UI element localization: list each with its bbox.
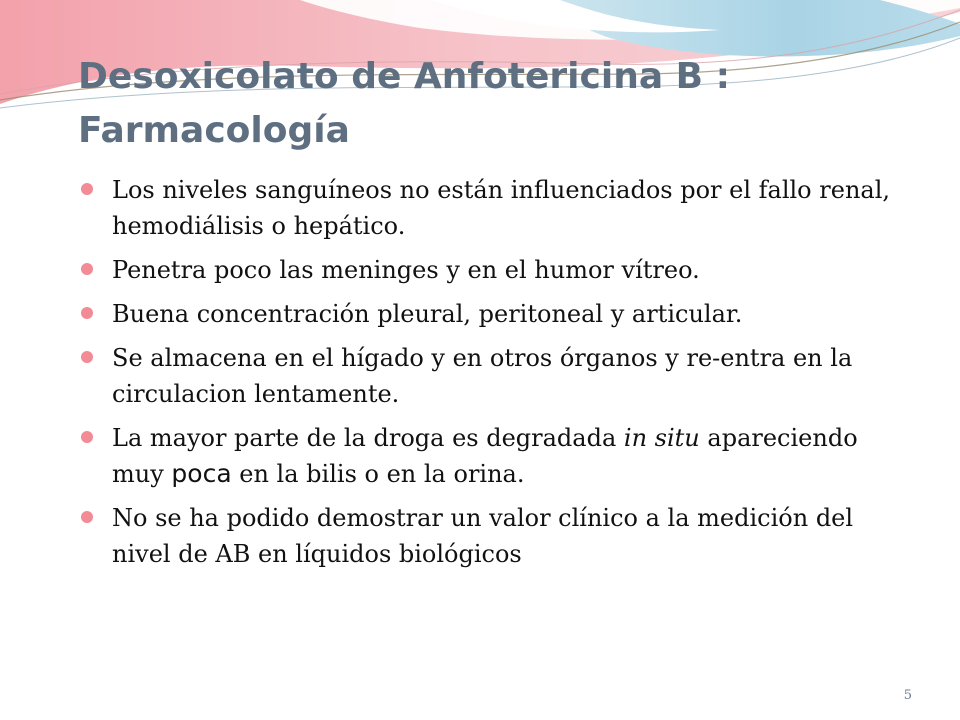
bullet-item-4 [78,340,908,412]
bullet-item-5 [78,420,908,492]
bullet-dot-icon [81,183,93,195]
bullet-text-emphasis: poca [171,459,232,488]
bullet-dot-icon [81,263,93,275]
bullet-text-part-3: en la bilis o en la orina. [231,460,525,488]
bullet-text-italic: in situ [623,424,700,452]
bullet-item-2 [78,252,908,288]
bullet-text-part-1: La mayor parte de la droga es degradada [112,424,624,452]
bullet-text: Los niveles sanguíneos no están influenciados por el fallo renal, hemodiálisis o hepático. [112,176,891,240]
bullet-dot-icon [81,351,93,363]
bullet-dot-icon [81,307,93,319]
bullet-dot-icon [81,431,93,443]
bullet-dot-icon [81,511,93,523]
slide-title [78,50,898,158]
bullet-text: Buena concentración pleural, peritoneal y articular. [112,300,743,328]
bullet-text: Penetra poco las meninges y en el humor vítreo. [112,256,700,284]
bullet-item-6 [78,500,908,572]
page-number: 5 [903,688,912,703]
slide-title-line-1: Desoxicolato de Anfotericina B : [78,56,731,97]
bullet-text: No se ha podido demostrar un valor clínico a la medición del nivel de AB en líquidos biológicos [112,504,854,568]
bullet-text-part-2: apareciendo muy [112,424,858,488]
slide-title-line-2: Farmacología [78,110,350,151]
bullet-item-1 [78,172,908,244]
bullet-list [78,172,908,580]
bullet-item-3 [78,296,908,332]
bullet-text: Se almacena en el hígado y en otros órganos y re-entra en la circulacion lentamente. [112,344,853,408]
